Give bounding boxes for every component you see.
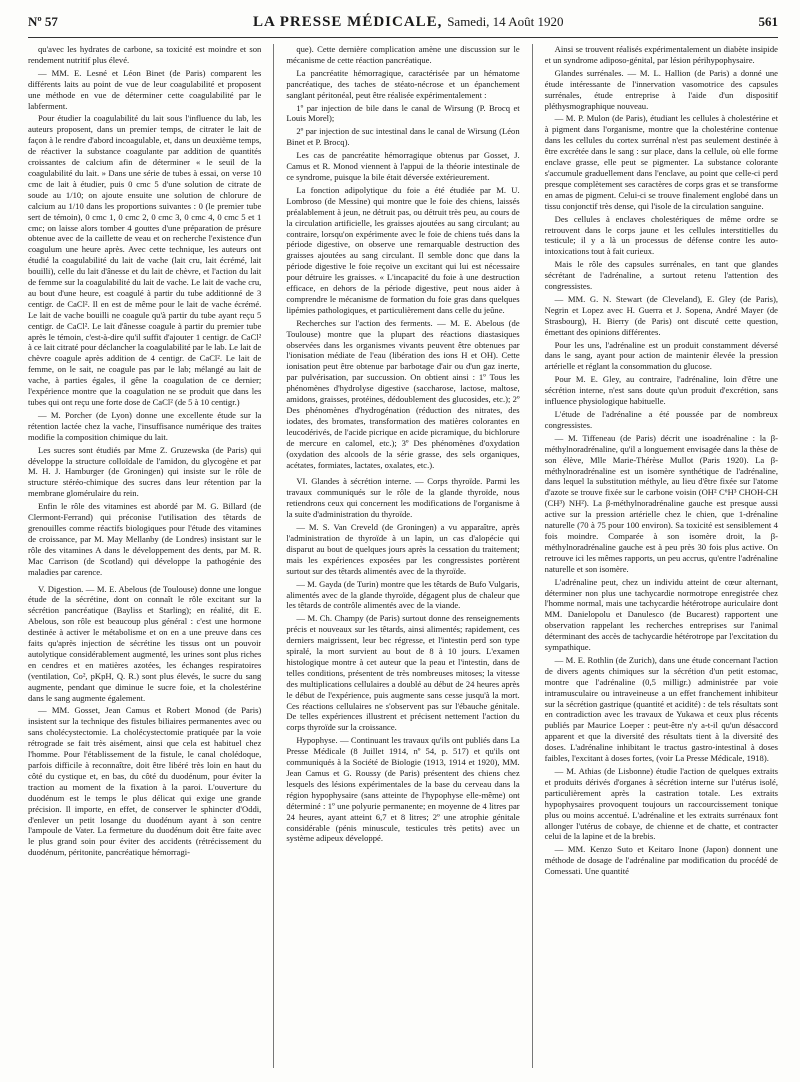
- journal-name: LA PRESSE MÉDICALE,: [252, 14, 443, 30]
- paragraph: Des cellules à enclaves cholestériques de même ordre se retrouvent dans le corps jaune et les cellules interstitielles du testicule; il y a là un processus de défense contre les auto-intoxications tout à fait curieux.: [544, 213, 778, 257]
- column-rule: [532, 44, 533, 1068]
- paragraph: VI. Glandes à sécrétion interne. — Corps thyroïde. Parmi les travaux communiqués sur le rôle de la glande thyroïde, nous retiendrons ceux qui concernent les modifications de l'organisme à la suite d'administration du thyroïde.: [286, 476, 520, 520]
- paragraph: — MM. E. Lesné et Léon Binet (de Paris) comparent les différents laits au point de vue de leur coagulabilité et proposent une méthode en vue de déterminer cette coagulabilité par le labferment.: [28, 67, 262, 111]
- paragraph: — MM. Kenzo Suto et Keitaro Inone (Japon) donnent une méthode de dosage de l'adrénaline par modification du procédé de Comessati. Une quantité: [544, 844, 778, 877]
- paragraph: V. Digestion. — M. E. Abelous (de Toulouse) donne une longue étude de la sécrétine, dont on connaît le rôle excitant sur la sécrétion pancréatique (Bayliss et Starling); en réalité, dit E. Abelous, son rôle est beaucoup plus général : c'est une hormone destinée à activer le métabolisme et on en a une preuve dans ces faits qu'après injection de sécrétine les tissus ont un pouvoir autolytique considérablement augmenté, les urines sont plus riches en cendres et en matières azotées, les échanges respiratoires (ventilation, Co², pKpH, Q. R.) sont plus élevés, le sucre du sang augmente, pendant que diminue le sucre foie, et la cholestérine dans le sang augmente également.: [28, 583, 262, 703]
- column-2: [286, 44, 519, 1068]
- page-number: 561: [758, 14, 778, 29]
- paragraph: Pour étudier la coagulabilité du lait sous l'influence du lab, les auteurs proposent, dans un premier temps, de citrater le lait de façon à le rendre d'abord incoagulable, et, dans un deuxième temps, de réactiver la substance coagulante par addition de quantités croissantes de calcium afin de déterminer « le seuil de la coagulabilité du lait. » Dans une série de tubes à essai, on verse 10 cmc de lait à étudier, puis 0 cmc 5 d'une solution de citrate de soude au 1/10; on ajoute ensuite une solution de chlorure de calcium au 1/10 dans les proportions suivantes : 0 (le premier tube sert de témoin), 0 cmc 1, 0 cmc 2, 0 cmc 3, 0 cmc 4, 0 cmc 5 et 1 cmc; on laisse alors tomber 4 gouttes d'une préparation de présure obtenue avec de la caillette de veau et on recherche l'existence d'un coagulum une heure après. Avec cette technique, les auteurs ont étudié la coagulabilité du lait de vache (lait cru, lait écrémé, lait bouilli), celle du lait d'ânesse et du lait de chèvre, et l'action du lait de femme sur la coagulabilité du lait de vache. Le lait de vache cru, au bout d'une heure, est coagulé à partir du tube additionné de 3 centigr. de CaCl². Il en est de même pour le lait de vache écrémé. Le lait de vache bouilli ne coagule qu'à partir du tube ayant reçu 5 centigr. de CaCl². Le lait d'ânesse coagule à partir du premier tube après le témoin, c'est-à-dire qu'il suffit d'ajouter 1 centigr. de CaCl² à ce lait citraté pour déclancher la coagulabilité par le lab. Le lait de chèvre coagule après addition de 4 centigr. de CaCl². Le lait de femme, on le sait, ne coagule pas par le lab; mélangé au lait de vache, à parties égales, il gêne la coagulation de ce dernier; l'expérience montre que la coagulation ne se produit que dans les tubes qui ont reçu une forte dose de CaCl² (de 5 à 10 centigr.): [28, 113, 262, 407]
- journal-title: [253, 14, 564, 31]
- paragraph: — M. Gayda (de Turin) montre que les têtards de Bufo Vulgaris, alimentés avec de la glande thyroïde, dégagent plus de chaleur que les têtards de contrôle alimentés avec de la viande.: [286, 578, 520, 611]
- column-1: [28, 44, 261, 1068]
- paragraph: Pour M. E. Gley, au contraire, l'adrénaline, loin d'être une sécrétion interne, n'est sans doute qu'un produit d'excrétion, sans influence physiologique habituelle.: [544, 374, 778, 407]
- paragraph: Enfin le rôle des vitamines est abordé par M. G. Billard (de Clermont-Ferrand) qui préconise l'utilisation des têtards de grenouilles comme réactifs biologiques pour l'étude des vitamines de croissance, par M. May Mellanby (de Londres) insistant sur le rôle des vitamines A dans le développement des dents, par M. R. Mac Carrison (de Scotland) qui développe la pathogénie des maladies par carence.: [28, 501, 262, 577]
- paragraph: L'étude de l'adrénaline a été poussée par de nombreux congressistes.: [544, 409, 778, 430]
- paragraph: Pour les uns, l'adrénaline est un produit constamment déversé dans le sang, ayant pour action de maintenir élevée la pression artérielle et réglant la consommation du glucose.: [544, 339, 778, 372]
- paragraph: — M. Athias (de Lisbonne) étudie l'action de quelques extraits et produits dérivés d'organes à sécrétion interne sur l'utérus isolé, particulièrement après la castration totale. Les extraits hypophysaires provoquent toujours un raccourcissement tonique plus ou moins accentué. L'adrénaline et les extraits surrénaux font allonger l'utérus de cobaye, de chienne et de chatte, et contracter celui de la lapine et de la brebis.: [544, 766, 778, 842]
- issue-date: Samedi, 14 Août 1920: [447, 14, 564, 29]
- paragraph: — MM. G. N. Stewart (de Cleveland), E. Gley (de Paris), Negrin et Lopez avec H. Guerra et J. Sopena, André Mayer (de Strasbourg), H. Bierry (de Paris) ont discuté cette question, émettant des opinions différentes.: [544, 293, 778, 337]
- paragraph: — M. Porcher (de Lyon) donne une excellente étude sur la rétention lactée chez la vache, l'insuffisance numérique des traites modifie la composition chimique du lait.: [28, 409, 262, 442]
- issue-number: Nº 57: [28, 14, 58, 29]
- paragraph: Ainsi se trouvent réalisés expérimentalement un diabète insipide et un syndrome adiposo-génital, par lésion périhypophysaire.: [544, 44, 778, 65]
- paragraph: Recherches sur l'action des ferments. — M. E. Abelous (de Toulouse) montre que la plupart des réactions diastasiques observées dans les organismes vivants peuvent être obtenues par l'ionisation médiate de l'eau (libération des ions H et OH). Cette ionisation peut être obtenue par barbotage d'air ou d'un gaz inerte, par pulvérisation, par succussion. On obtient ainsi : 1º Tous les phénomènes d'hydrolyse digestive (saccharose, lactose, maltose, amidons, graisses, protéines, dédoublement des glucosides, etc.); 2º Des phénomènes d'hydrogénation (réduction des nitrates, des iodates, des bromates, transformation des matières colorantes en leucodérivés, de l'acide picrique en acide picramique, du bichlorure de mercure en calomel, etc.); 3º Des phénomènes d'oxydation (oxydation des alcools de la série grasse, des sels organiques, acétates, formiates, lactates, oxalates, etc.).: [286, 317, 520, 470]
- paragraph: — M. S. Van Creveld (de Groningen) a vu apparaître, après l'administration de thyroïde à un lapin, un cas d'alopécie qui disparut au bout de quelques jours après la cessation du traitement; mais les expériences exposées par les congressistes portèrent surtout sur des têtards alimentés avec de la thyroïde.: [286, 522, 520, 576]
- paragraph: — M. Tiffeneau (de Paris) décrit une isoadrénaline : la β-méthylnoradrénaline, qu'il a longuement envisagée dans la thèse de son élève, Mlle Marie-Thérèse Mullot (Paris 1920). La β-méthylnoradrénaline est un isomère synthétique de l'adrénaline, dans lequel la substitution méthyle, au lieu d'être fixée sur l'atome d'azote se trouve fixée sur le carbone voisin (OH² C⁶H³ CHOH-CH (CH³) NH²). La β-méthylnoradrénaline gauche est presque aussi active sur la pression artérielle chez le chien, que 1-drénaline naturelle (70 à 75 pour 100 environ). Sa toxicité est sensiblement 4 fois moindre. Comparée à son isomère droit, la β-méthylnoradrénaline gauche est à peu près 30 fois plus active. On retrouve ici les mêmes rapports, un peu accrus, qu'entre l'adrénaline naturelle et son isomère.: [544, 432, 778, 574]
- paragraph: Les sucres sont étudiés par Mme Z. Gruzewska (de Paris) qui développe la structure colloïdale de l'amidon, du glycogène et par M. H. J. Hamburger (de Groningen) qui insiste sur le rôle de structure stéréo-chimique des sucres dans leur rétention par la membrane glomérulaire du rein.: [28, 444, 262, 499]
- paragraph: Glandes surrénales. — M. L. Hallion (de Paris) a donné une étude intéressante de l'innervation vasomotrice des capsules surrénales, étude entreprise à l'aide d'un dispositif pléthysmographique nouveau.: [544, 67, 778, 111]
- paragraph: La pancréatite hémorragique, caractérisée par un hématome pancréatique, des taches de stéato-nécrose et un épanchement sanglant péritonéal, peut être réalisée expérimentalement :: [286, 67, 520, 100]
- column-3: [545, 44, 778, 1068]
- paragraph: Les cas de pancréatite hémorragique obtenus par Gosset, J. Camus et R. Monod viennent à l'appui de la théorie intestinale de ce syndrome, puisque la bile était déversée extérieurement.: [286, 150, 520, 182]
- paragraph: que). Cette dernière complication amène une discussion sur le mécanisme de cette réaction pancréatique.: [286, 44, 520, 65]
- paragraph: — M. E. Rothlin (de Zurich), dans une étude concernant l'action de divers agents chimiques sur la sécrétion d'un petit estomac, montre que l'adrénaline (0,5 milligr.) administrée par voie intramusculaire ou intraveineuse a un effet franchement inhibiteur sur la sécrétion gastrique (quantité et acidité) : de tels résultats sont en contradiction avec les travaux de Yukawa et ceux plus récents publiés par Maurice Loeper : peut-être n'y a-t-il qu'un désaccord apparent et que la diversité des résultats tient à la diversité des doses. L'adrénaline inhibitant le tractus gastro-intestinal à doses faibles, l'excitant à doses fortes, (voir La Presse Médicale, 1918).: [544, 654, 778, 764]
- paragraph: Hypophyse. — Continuant les travaux qu'ils ont publiés dans La Presse Médicale (8 Juillet 1914, nº 54, p. 517) et qu'ils ont communiqués à la Société de Biologie (1913, 1914 et 1920), MM. Jean Camus et G. Roussy (de Paris) présentent des chiens chez lesquels des lésions expérimentales de la base du cerveau dans la région hypophysaire (sans atteinte de l'hypophyse elle-même) ont déterminé : 1º une polyurie permanente; en moyenne de 4 litres par 24 heures, ayant atteint 6,7 et 8 litres; 2º une atrophie génitale considérable (pénis minuscule, testicules très petits) avec un système adipeux développé.: [286, 735, 520, 844]
- paragraph: 2º par injection de suc intestinal dans le canal de Wirsung (Léon Binet et P. Brocq).: [286, 126, 520, 148]
- paragraph: — M. P. Mulon (de Paris), étudiant les cellules à cholestérine et à pigment dans l'organisme, montre que la cholestérine contenue dans les cellules du cortex surrénal n'est pas seulement destinée à être excrétée dans le sang : sur place, dans la cellule, où elle forme enclave grasse, elle peut se pigmenter. La substance colorante s'accumule graduellement dans l'enclave, au point que celle-ci perd presque complètement ses caractères de corps gras et se transforme en amas de pigment. Celui-ci se trouve finalement englobé dans un tissu conjonctif très dense, qui l'isole de la circulation sanguine.: [544, 113, 778, 211]
- paragraph: Mais le rôle des capsules surrénales, en tant que glandes sécrétant de l'adrénaline, a surtout retenu l'attention des congressistes.: [544, 259, 778, 292]
- paragraph: — MM. Gosset, Jean Camus et Robert Monod (de Paris) insistent sur la technique des fistules biliaires permanentes avec ou sans cholécystectomie. La cholécystectomie pratiquée par la voie rétrograde se fait très aisément, ainsi que cela est habituel chez l'homme. Pour l'établissement de la fistule, le canal cholédoque, parfois difficile à reconnaître, doit être libéré très loin en haut du côté du cystique et, en bas, du côté du duodénum, pour éviter la traction au moment de la fixation à la paroi. L'ouverture du duodénum est le temps le plus délicat qui exige une grande précision. Il importe, en effet, de conserver le sphincter d'Oddi, d'enlever un petit losange du duodénum ayant à son centre l'ampoule de Vater. La fermeture du duodénum doit être faite avec le plus grand soin pour éviter des accidents (rétrécissement du duodénum, péritonite, pancréatique hémorragi-: [28, 705, 262, 858]
- article-columns: [28, 44, 778, 1068]
- paragraph: La fonction adipolytique du foie a été étudiée par M. U. Lombroso (de Messine) qui montre que le foie des chiens, laissés préalablement à jeun, ne détruit pas, ou détruit très peu, au cours de la circulation artificielle, les graisses ajoutées au sang circulant; au contraire, lorsqu'on expérimente avec le foie de chiens tués dans la période digestive, on observe une remarquable destruction des graisses ajoutées au sang circulant. Il semble donc que dans la période digestive le foie reçoive un excitant qui lui est nécessaire pour détruire les graisses. « L'incapacité du foie à une destruction efficace, en dehors de la période digestive, peut nous aider à comprendre le mécanisme de formation du foie gras dans quelques lipémies pathologiques, et particulièrement dans celle du jeûne.: [286, 184, 520, 315]
- paragraph: 1º par injection de bile dans le canal de Wirsung (P. Brocq et Louis Morel);: [286, 102, 520, 124]
- paragraph: L'adrénaline peut, chez un individu atteint de cœur alternant, déterminer non plus une tachycardie normotrope enregistrée chez l'homme normal, mais une tachycardie hétérotrope auriculaire dont MM. Danielopolu et Danulesco (de Bucarest) rapportent une observation rappelant les recherches entreprises sur l'animal déterminant des accès de tachycardie hétérotrope par l'excitation du sympathique.: [544, 576, 778, 653]
- running-header: [28, 14, 778, 38]
- paragraph: — M. Ch. Champy (de Paris) surtout donne des renseignements précis et nouveaux sur les têtards, ainsi alimentés; rapidement, ces derniers maigrissent, leur bec régresse, et l'intestin perd son type spiralé, la mort survient au bout de 8 à 10 jours. L'examen histologique montre à cet auteur que la peau et l'intestin, dans de telles conditions, présentent de très nombreuses mitoses; la vitesse des multiplications cellulaires a doublé au début de 24 heures après le début de l'expérience, puis augmente sans cesse jusqu'à la mort. Ces réactions cellulaires ne s'observent pas sur l'ébauche génitale. De telles expériences illustrent et précisent nettement l'action du corps thyroïde sur la croissance.: [286, 613, 520, 733]
- paragraph: qu'avec les hydrates de carbone, sa toxicité est moindre et son rendement nutritif plus élevé.: [28, 44, 262, 65]
- column-rule: [273, 44, 274, 1068]
